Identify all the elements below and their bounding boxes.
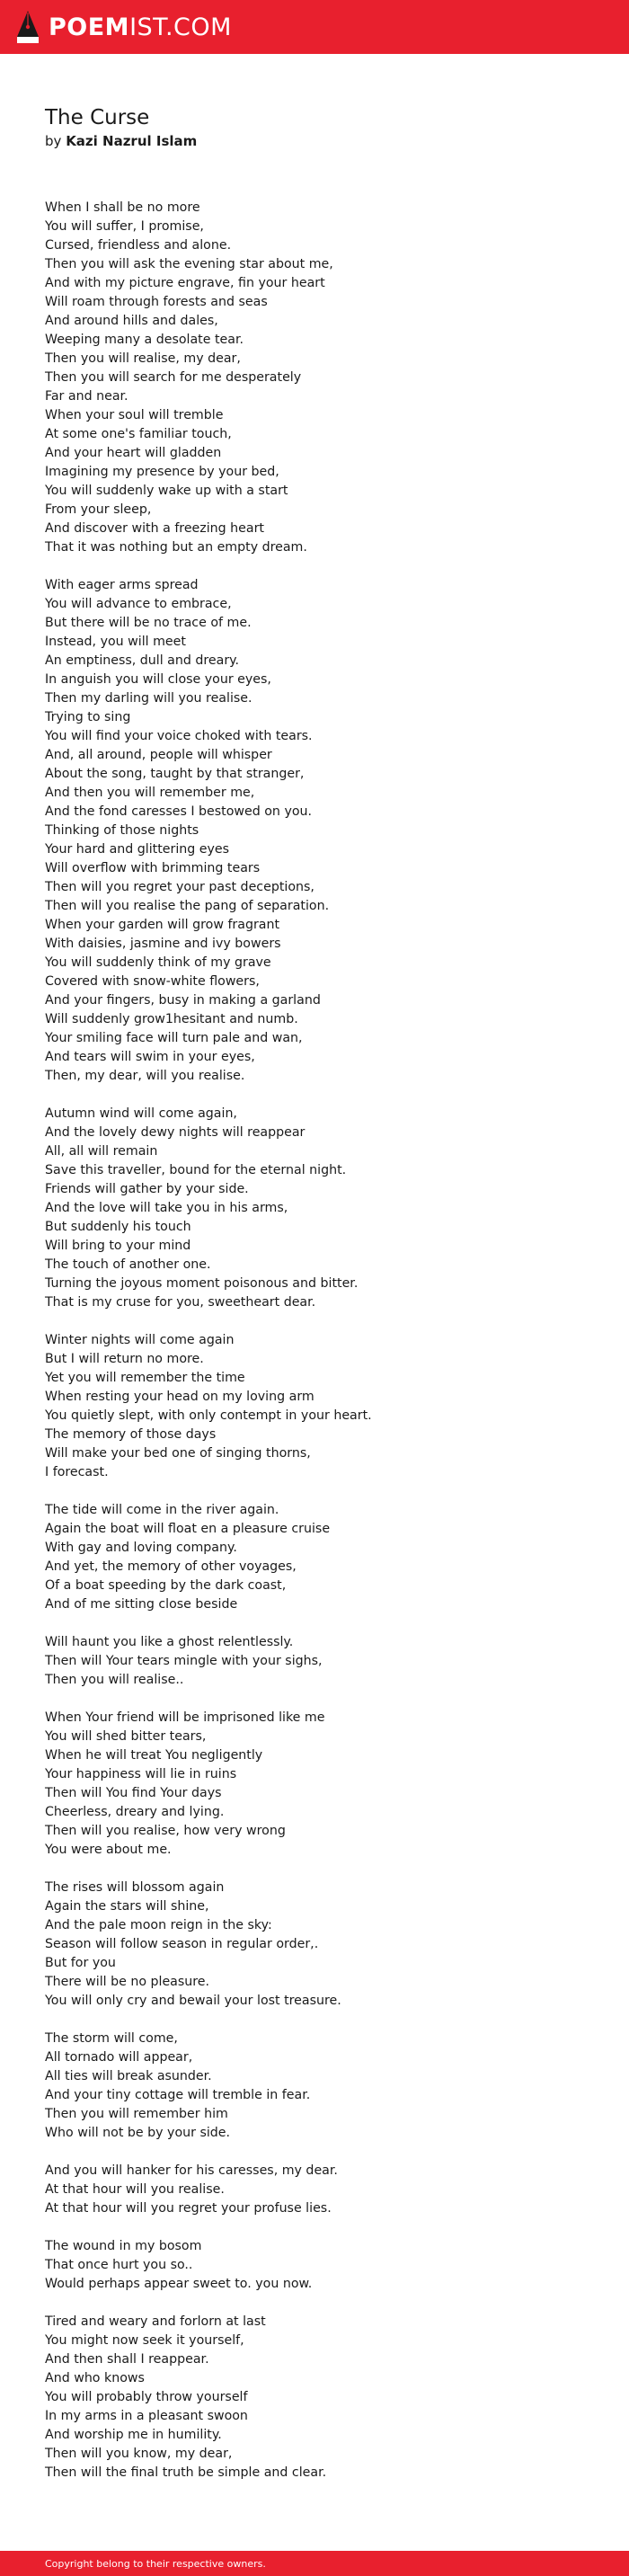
poem-line: When I shall be no more (45, 200, 200, 215)
stanza (45, 2313, 602, 2483)
site-header (0, 0, 629, 54)
pen-nib-icon[interactable] (16, 10, 40, 44)
poem-line: Then you will search for me desperately (45, 370, 302, 385)
poem-line: Then you will ask the evening star about me, (45, 257, 333, 271)
poem-line: Then will you realise, how very wrong (45, 1824, 286, 1838)
poem-line: But for you (45, 1956, 116, 1970)
poem-line: Instead, you will meet (45, 635, 186, 649)
poem-line: Cheerless, dreary and lying. (45, 1805, 225, 1819)
poem-line: From your sleep, (45, 502, 152, 517)
poem-line: The touch of another one. (45, 1257, 211, 1272)
stanza (45, 1633, 602, 1690)
poem-line: And the lovely dewy nights will reappear (45, 1125, 306, 1140)
stanza (45, 1709, 602, 1860)
poem-line: With daisies, jasmine and ivy bowers (45, 937, 281, 951)
poem-line: With gay and loving company. (45, 1541, 237, 1555)
poem-line: Will bring to your mind (45, 1239, 191, 1253)
stanza (45, 1331, 602, 1482)
poem-line: Turning the joyous moment poisonous and bitter. (45, 1276, 359, 1291)
poem-line: And with my picture engrave, fin your heart (45, 276, 325, 290)
site-footer (0, 2551, 629, 2576)
poem-line: Then will you realise the pang of separation. (45, 899, 330, 913)
poem-line: But suddenly his touch (45, 1220, 191, 1234)
poem-line: Then, my dear, will you realise. (45, 1069, 245, 1083)
byline (45, 132, 197, 150)
poem-body (45, 199, 602, 2501)
poem-heading (45, 104, 197, 150)
poem-line: And the fond caresses I bestowed on you. (45, 804, 313, 819)
site-logo[interactable] (49, 13, 232, 41)
poem-line: You will suddenly wake up with a start (45, 484, 288, 498)
stanza (45, 1879, 602, 2011)
poem-line: Will roam through forests and seas (45, 295, 268, 309)
logo-bold-text: POEM (49, 13, 130, 41)
poem-line: An emptiness, dull and dreary. (45, 653, 240, 668)
stanza (45, 1105, 602, 1312)
poem-line: Your hard and glittering eyes (45, 842, 230, 857)
poem-line: In my arms in a pleasant swoon (45, 2409, 248, 2423)
poem-line: About the song, taught by that stranger, (45, 767, 305, 781)
poem-line: When Your friend will be imprisoned like me (45, 1710, 325, 1725)
poem-line: The wound in my bosom (45, 2239, 202, 2253)
poem-line: And your heart will gladden (45, 446, 222, 460)
poem-line: Far and near. (45, 389, 128, 404)
poem-line: Cursed, friendless and alone. (45, 238, 232, 253)
poem-line: And discover with a freezing heart (45, 521, 264, 536)
poem-line: You will suddenly think of my grave (45, 955, 271, 970)
poem-line: And then shall I reappear. (45, 2352, 209, 2367)
poem-line: Covered with snow-white flowers, (45, 974, 260, 989)
poem-line: And the love will take you in his arms, (45, 1201, 288, 1215)
poem-line: Then you will realise, my dear, (45, 351, 241, 366)
poem-line: The memory of those days (45, 1427, 217, 1442)
poem-line: But I will return no more. (45, 1352, 204, 1366)
stanza (45, 199, 602, 557)
poem-line: Again the boat will float en a pleasure cruise (45, 1522, 331, 1536)
poem-line: That it was nothing but an empty dream. (45, 540, 307, 555)
poem-line: All ties will break asunder. (45, 2069, 212, 2083)
poem-line: Then will You find Your days (45, 1786, 222, 1800)
poem-line: Trying to sing (45, 710, 131, 724)
poem-line: Imagining my presence by your bed, (45, 465, 279, 479)
poem-line: All tornado will appear, (45, 2050, 193, 2065)
poem-line: Tired and weary and forlorn at last (45, 2314, 266, 2329)
poem-line: The storm will come, (45, 2031, 178, 2046)
poem-line: Save this traveller, bound for the eternal night. (45, 1163, 347, 1177)
logo-light-text: IST.COM (129, 13, 232, 41)
poem-line: Thinking of those nights (45, 823, 199, 838)
poem-line: And your fingers, busy in making a garland (45, 993, 321, 1008)
poem-line: And who knows (45, 2371, 145, 2385)
poem-line: When your soul will tremble (45, 408, 224, 422)
poem-line: Will haunt you like a ghost relentlessly. (45, 1635, 294, 1649)
poem-line: You will shed bitter tears, (45, 1729, 207, 1744)
poem-line: Friends will gather by your side. (45, 1182, 249, 1196)
poem-line: Will suddenly grow1hesitant and numb. (45, 1012, 298, 1026)
poem-line: Then will Your tears mingle with your sighs, (45, 1654, 323, 1668)
stanza (45, 576, 602, 1086)
by-label: by (45, 133, 62, 149)
poem-line: That is my cruse for you, sweetheart dear. (45, 1295, 316, 1310)
poem-line: The rises will blossom again (45, 1880, 225, 1895)
poem-line: Your smiling face will turn pale and wan, (45, 1031, 303, 1045)
poem-line: At that hour will you realise. (45, 2182, 225, 2197)
poem-line: But there will be no trace of me. (45, 616, 252, 630)
poem-line: And yet, the memory of other voyages, (45, 1559, 297, 1574)
poem-line: You will find your voice choked with tears. (45, 729, 313, 743)
poem-line: Then you will realise.. (45, 1673, 184, 1687)
poem-line: Of a boat speeding by the dark coast, (45, 1578, 287, 1593)
poem-line: And tears will swim in your eyes, (45, 1050, 255, 1064)
poem-line: You will probably throw yourself (45, 2390, 248, 2404)
poem-line: Would perhaps appear sweet to. you now. (45, 2277, 313, 2291)
poem-line: That once hurt you so.. (45, 2258, 193, 2272)
poem-line: Who will not be by your side. (45, 2126, 231, 2140)
poem-line: There will be no pleasure. (45, 1975, 210, 1989)
poem-line: In anguish you will close your eyes, (45, 672, 271, 687)
author-link[interactable]: Kazi Nazrul Islam (66, 133, 198, 149)
poem-line: At that hour will you regret your profuse lies. (45, 2201, 332, 2216)
poem-line: Season will follow season in regular order,. (45, 1937, 319, 1951)
poem-line: With eager arms spread (45, 578, 199, 592)
poem-line: Then my darling will you realise. (45, 691, 252, 706)
poem-line: And around hills and dales, (45, 314, 218, 328)
poem-line: I forecast. (45, 1465, 109, 1479)
poem-line: When your garden will grow fragrant (45, 918, 280, 932)
poem-line: Will overflow with brimming tears (45, 861, 261, 875)
poem-line: At some one's familiar touch, (45, 427, 232, 441)
poem-line: Autumn wind will come again, (45, 1106, 237, 1121)
copyright-text: Copyright belong to their respective owners. (45, 2557, 266, 2570)
poem-line: Will make your bed one of singing thorns, (45, 1446, 311, 1461)
poem-title: The Curse (45, 106, 150, 129)
poem-line: All, all will remain (45, 1144, 158, 1159)
poem-line: The tide will come in the river again. (45, 1503, 279, 1517)
poem-line: Then will you regret your past deceptions, (45, 880, 314, 894)
poem-line: Again the stars will shine, (45, 1899, 209, 1914)
poem-line: Yet you will remember the time (45, 1371, 245, 1385)
poem-line: Then will the final truth be simple and clear. (45, 2465, 327, 2480)
poem-line: And you will hanker for his caresses, my dear. (45, 2163, 338, 2178)
poem-line: Then will you know, my dear, (45, 2447, 233, 2461)
poem-line: You will only cry and bewail your lost treasure. (45, 1994, 341, 2008)
stanza (45, 2030, 602, 2143)
poem-line: Then you will remember him (45, 2107, 228, 2121)
poem-line: You will advance to embrace, (45, 597, 232, 611)
poem-line: You will suffer, I promise, (45, 219, 204, 234)
poem-line: You might now seek it yourself, (45, 2333, 244, 2348)
poem-line: And, all around, people will whisper (45, 748, 272, 762)
poem-line: And then you will remember me, (45, 786, 255, 800)
poem-line: Your happiness will lie in ruins (45, 1767, 237, 1781)
poem-line: When resting your head on my loving arm (45, 1390, 314, 1404)
poem-line: Winter nights will come again (45, 1333, 235, 1347)
poem-line: You were about me. (45, 1843, 172, 1857)
poem-line: And of me sitting close beside (45, 1597, 238, 1612)
poem-line: And worship me in humility. (45, 2428, 222, 2442)
poem-line: Weeping many a desolate tear. (45, 333, 244, 347)
poem-line: And the pale moon reign in the sky: (45, 1918, 272, 1932)
stanza (45, 1501, 602, 1614)
stanza (45, 2237, 602, 2294)
poem-line: When he will treat You negligently (45, 1748, 263, 1763)
stanza (45, 2162, 602, 2218)
poem-line: You quietly slept, with only contempt in your heart. (45, 1408, 372, 1423)
poem-line: And your tiny cottage will tremble in fear. (45, 2088, 311, 2102)
